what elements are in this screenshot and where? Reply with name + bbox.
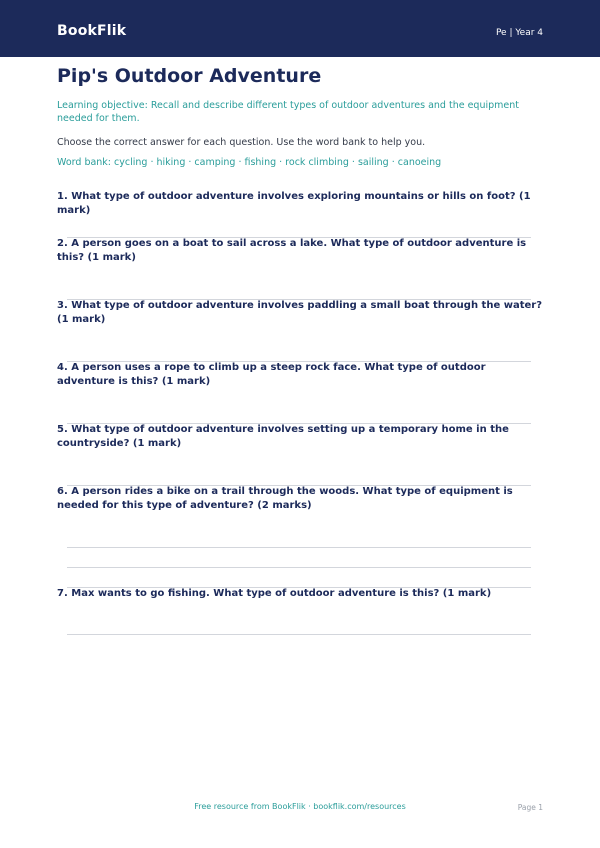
- header-bar: [0, 0, 600, 57]
- question-3: 3. What type of outdoor adventure involves paddling a small boat through the water? (1 mark): [57, 300, 543, 325]
- footer-link[interactable]: Free resource from BookFlik · bookflik.com/resources: [194, 802, 406, 811]
- subject-year-label: Pe | Year 4: [495, 28, 543, 38]
- question-4: 4. A person uses a rope to climb up a steep rock face. What type of outdoor adventure is this? (1 mark): [57, 362, 486, 387]
- page-title: Pip's Outdoor Adventure: [57, 65, 322, 87]
- page-number: Page 1: [517, 803, 543, 812]
- question-7: 7. Max wants to go fishing. What type of outdoor adventure is this? (1 mark): [57, 588, 492, 599]
- answer-line-6a[interactable]: [67, 547, 531, 548]
- answer-line-6b[interactable]: [67, 567, 531, 568]
- question-6: 6. A person rides a bike on a trail through the woods. What type of equipment is needed for this type of adventure? (2 marks): [57, 486, 513, 511]
- question-1: 1. What type of outdoor adventure involves exploring mountains or hills on foot? (1 mark): [57, 191, 531, 216]
- brand-logo[interactable]: BookFlik: [57, 23, 127, 39]
- answer-line-7[interactable]: [67, 634, 531, 635]
- word-bank: Word bank: cycling · hiking · camping · fishing · rock climbing · sailing · canoeing: [57, 157, 442, 168]
- question-2: 2. A person goes on a boat to sail across a lake. What type of outdoor adventure is this? (1 mark): [57, 238, 527, 263]
- question-5: 5. What type of outdoor adventure involves setting up a temporary home in the countryside? (1 mark): [57, 424, 509, 449]
- instructions: Choose the correct answer for each question. Use the word bank to help you.: [57, 137, 426, 148]
- learning-objective: Learning objective: Recall and describe different types of outdoor adventures and the equipment needed for them.: [57, 100, 519, 124]
